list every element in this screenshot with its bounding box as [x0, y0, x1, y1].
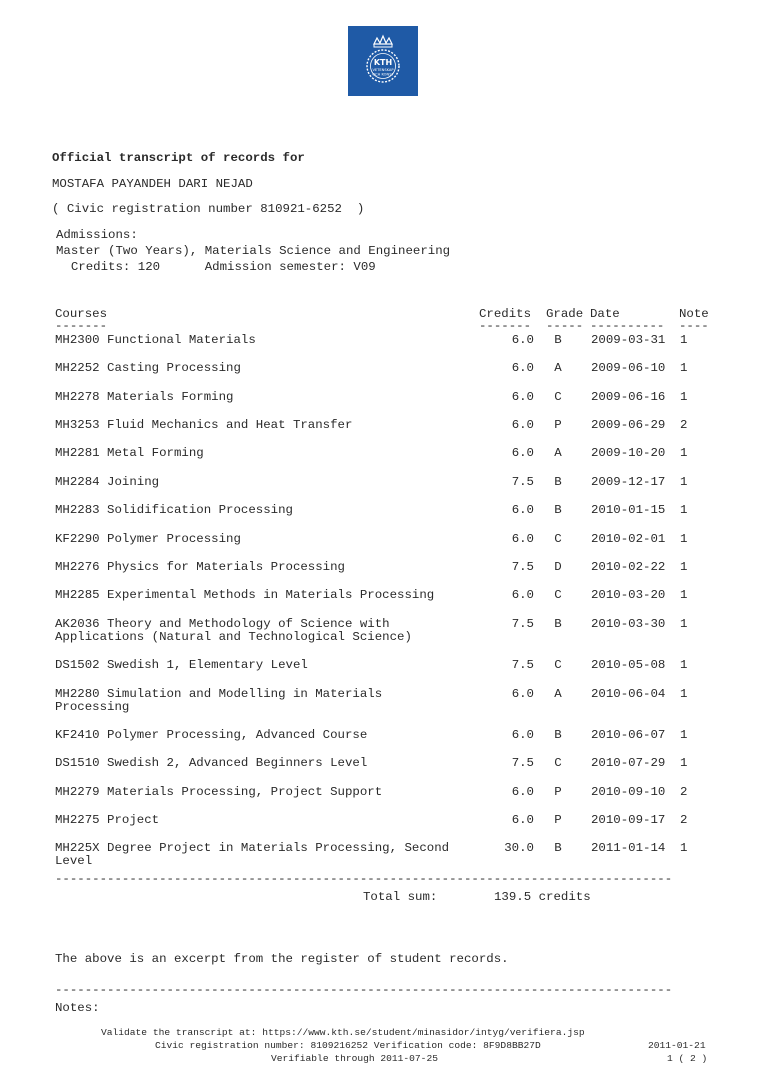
course-grade: C — [554, 756, 562, 770]
course-grade: P — [554, 785, 562, 799]
course-grade: A — [554, 361, 562, 375]
kth-logo — [348, 26, 418, 96]
total-value: 139.5 credits — [494, 890, 591, 904]
course-grade: D — [554, 560, 562, 574]
course-date: 2010-06-04 — [591, 687, 666, 701]
course-title: DS1510 Swedish 2, Advanced Beginners Level — [55, 756, 368, 770]
course-note: 1 — [680, 446, 688, 460]
course-date: 2010-06-07 — [591, 728, 666, 742]
course-credits: 6.0 — [511, 728, 534, 742]
course-date: 2010-07-29 — [591, 756, 666, 770]
course-title: KF2290 Polymer Processing — [55, 532, 241, 546]
course-date: 2009-12-17 — [591, 475, 666, 489]
course-title: MH2276 Physics for Materials Processing — [55, 560, 345, 574]
course-date: 2009-03-31 — [591, 333, 666, 347]
course-date: 2010-03-20 — [591, 588, 666, 602]
course-credits: 6.0 — [511, 687, 534, 701]
footer-verification-line: Civic registration number: 8109216252 Verification code: 8F9D8BB27D — [155, 1040, 541, 1051]
underline-note: ---- — [679, 319, 709, 333]
course-title: MH2284 Joining — [55, 475, 160, 489]
course-note: 1 — [680, 687, 688, 701]
course-credits: 7.5 — [511, 475, 534, 489]
course-credits: 6.0 — [511, 785, 534, 799]
course-credits: 6.0 — [511, 532, 534, 546]
course-grade: B — [554, 475, 562, 489]
course-credits: 6.0 — [511, 333, 534, 347]
course-title: MH2280 Simulation and Modelling in Materials Processing — [55, 687, 383, 714]
course-note: 1 — [680, 658, 688, 672]
course-date: 2010-02-01 — [591, 532, 666, 546]
course-date: 2010-02-22 — [591, 560, 666, 574]
course-note: 1 — [680, 617, 688, 631]
course-grade: A — [554, 446, 562, 460]
header-credits: Credits — [479, 307, 532, 321]
course-credits: 6.0 — [511, 390, 534, 404]
course-title: MH2275 Project — [55, 813, 160, 827]
course-credits: 6.0 — [511, 361, 534, 375]
course-note: 1 — [680, 841, 688, 855]
course-date: 2009-06-10 — [591, 361, 666, 375]
course-grade: B — [554, 841, 562, 855]
course-title: KF2410 Polymer Processing, Advanced Course — [55, 728, 368, 742]
logo-text-line3: OCH KONST — [372, 72, 394, 77]
course-date: 2011-01-14 — [591, 841, 666, 855]
course-grade: P — [554, 813, 562, 827]
course-note: 2 — [680, 418, 688, 432]
course-credits: 6.0 — [511, 813, 534, 827]
course-date: 2010-01-15 — [591, 503, 666, 517]
course-note: 1 — [680, 475, 688, 489]
course-title: MH2285 Experimental Methods in Materials Processing — [55, 588, 435, 602]
course-title: MH2278 Materials Forming — [55, 390, 234, 404]
course-note: 1 — [680, 390, 688, 404]
course-grade: C — [554, 390, 562, 404]
footer-page: 1 ( 2 ) — [667, 1053, 708, 1064]
course-credits: 6.0 — [511, 418, 534, 432]
total-separator: ----------------------------------------------------------------------------------- — [55, 872, 673, 886]
underline-courses: ------- — [55, 319, 108, 333]
header-note: Note — [679, 307, 709, 321]
course-title: MH2252 Casting Processing — [55, 361, 241, 375]
course-title: MH225X Degree Project in Materials Processing, Second Level — [55, 841, 450, 868]
course-credits: 6.0 — [511, 588, 534, 602]
course-note: 1 — [680, 361, 688, 375]
course-credits: 7.5 — [511, 560, 534, 574]
course-grade: B — [554, 503, 562, 517]
course-title: AK2036 Theory and Methodology of Science with Applications (Natural and Technological Science) — [55, 617, 412, 644]
admissions-program: Master (Two Years), Materials Science and Engineering — [56, 244, 451, 258]
course-credits: 6.0 — [511, 446, 534, 460]
course-date: 2009-06-16 — [591, 390, 666, 404]
course-grade: C — [554, 588, 562, 602]
underline-grade: ----- — [546, 319, 584, 333]
course-date: 2009-10-20 — [591, 446, 666, 460]
course-date: 2010-03-30 — [591, 617, 666, 631]
admissions-label: Admissions: — [56, 228, 138, 242]
notes-label: Notes: — [55, 1001, 100, 1015]
course-grade: C — [554, 532, 562, 546]
total-label: Total sum: — [363, 890, 438, 904]
course-note: 1 — [680, 333, 688, 347]
course-title: MH3253 Fluid Mechanics and Heat Transfer — [55, 418, 353, 432]
admissions-credits: Credits: 120 Admission semester: V09 — [56, 260, 376, 274]
course-title: MH2300 Functional Materials — [55, 333, 256, 347]
underline-date: ---------- — [590, 319, 665, 333]
course-grade: B — [554, 333, 562, 347]
course-credits: 6.0 — [511, 503, 534, 517]
footer-date: 2011-01-21 — [648, 1040, 706, 1051]
course-title: MH2281 Metal Forming — [55, 446, 204, 460]
course-grade: A — [554, 687, 562, 701]
course-credits: 7.5 — [511, 756, 534, 770]
course-title: DS1502 Swedish 1, Elementary Level — [55, 658, 308, 672]
course-credits: 7.5 — [511, 658, 534, 672]
header-courses: Courses — [55, 307, 108, 321]
course-date: 2010-05-08 — [591, 658, 666, 672]
course-grade: B — [554, 728, 562, 742]
course-note: 1 — [680, 728, 688, 742]
course-note: 1 — [680, 532, 688, 546]
course-grade: C — [554, 658, 562, 672]
logo-text-line2: VETENSKAP — [372, 68, 394, 72]
course-grade: B — [554, 617, 562, 631]
header-grade: Grade — [546, 307, 584, 321]
course-credits: 7.5 — [511, 617, 534, 631]
course-note: 2 — [680, 813, 688, 827]
course-note: 1 — [680, 503, 688, 517]
student-name: MOSTAFA PAYANDEH DARI NEJAD — [52, 177, 253, 191]
document-title: Official transcript of records for — [52, 151, 305, 165]
notes-separator: ----------------------------------------------------------------------------------- — [55, 983, 673, 997]
course-date: 2010-09-17 — [591, 813, 666, 827]
course-note: 1 — [680, 560, 688, 574]
course-note: 1 — [680, 588, 688, 602]
underline-credits: ------- — [479, 319, 532, 333]
footer-verifiable-line: Verifiable through 2011-07-25 — [271, 1053, 438, 1064]
course-date: 2009-06-29 — [591, 418, 666, 432]
course-grade: P — [554, 418, 562, 432]
header-date: Date — [590, 307, 620, 321]
course-title: MH2279 Materials Processing, Project Support — [55, 785, 383, 799]
civic-registration: ( Civic registration number 810921-6252 ) — [52, 202, 365, 216]
course-date: 2010-09-10 — [591, 785, 666, 799]
excerpt-statement: The above is an excerpt from the register of student records. — [55, 952, 509, 966]
course-title: MH2283 Solidification Processing — [55, 503, 293, 517]
footer-validate-line: Validate the transcript at: https://www.kth.se/student/minasidor/intyg/verifiera.jsp — [101, 1027, 585, 1038]
logo-text-kth: KTH — [373, 58, 393, 67]
course-note: 2 — [680, 785, 688, 799]
course-note: 1 — [680, 756, 688, 770]
course-credits: 30.0 — [504, 841, 534, 855]
